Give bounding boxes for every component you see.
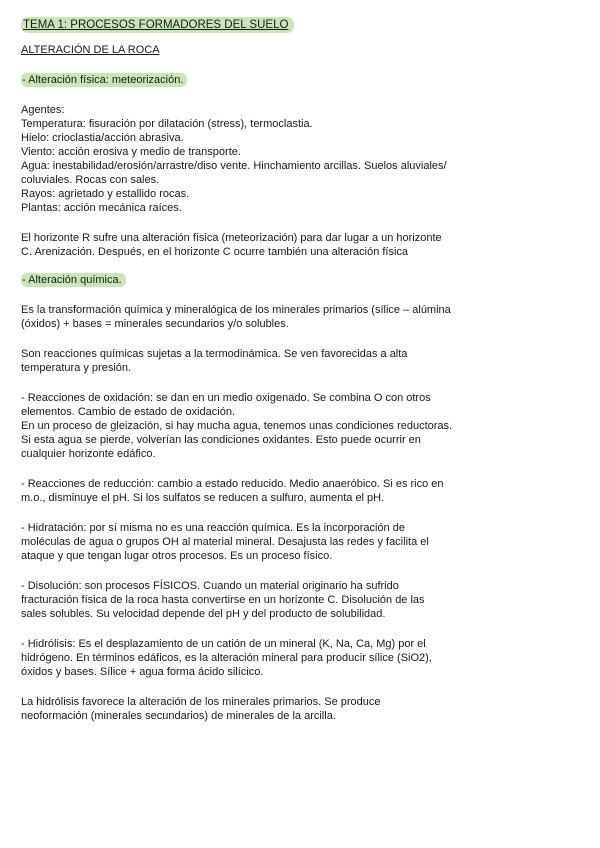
agents-line: Temperatura: fisuración por dilatación (stress), termoclastia. xyxy=(21,118,313,130)
horizon-paragraph xyxy=(21,231,583,259)
paragraph-line: neoformación (minerales secundarios) de minerales de la arcilla. xyxy=(21,710,336,722)
chemical-alteration-heading-text: - Alteración química. xyxy=(21,273,126,287)
paragraph-line: elementos. Cambio de estado de oxidación. xyxy=(21,406,236,418)
paragraph-line: moléculas de agua o grupos OH al material mineral. Desajusta las redes y facilita el xyxy=(21,536,429,548)
paragraph-line: C. Arenización. Después, en el horizonte C ocurre también una alteración física xyxy=(21,246,409,258)
agents-line: Plantas: acción mecánica raíces. xyxy=(21,202,182,214)
paragraph-line: El horizonte R sufre una alteración física (meteorización) para dar lugar a un horizonte xyxy=(21,232,442,244)
hydrolysis-paragraph xyxy=(21,637,583,679)
agents-line: Agua: inestabilidad/erosión/arrastre/diso vente. Hinchamiento arcillas. Suelos aluviales/ xyxy=(21,160,447,172)
paragraph-line: Es la transformación química y mineralógica de los minerales primarios (sílice – alúmina xyxy=(21,304,451,316)
page-title: TEMA 1: PROCESOS FORMADORES DEL SUELO xyxy=(21,17,294,33)
paragraph-line: óxidos y bases. Sílice + agua forma ácido silícico. xyxy=(21,666,264,678)
paragraph-line: fracturación física de la roca hasta convertirse en un horizonte C. Disolución de las xyxy=(21,594,425,606)
agents-line: Rayos: agrietado y estallido rocas. xyxy=(21,188,190,200)
physical-alteration-heading-text: - Alteración física: meteorización. xyxy=(21,73,187,87)
paragraph-line: hidrógeno. En términos edáficos, es la alteración mineral para producir sílice (SiO2), xyxy=(21,652,432,664)
paragraph-line: - Hidrólisis: Es el desplazamiento de un catión de un mineral (K, Na, Ca, Mg) por el xyxy=(21,638,426,650)
agents-paragraph xyxy=(21,103,583,215)
hydrolysis-favors-paragraph xyxy=(21,695,583,723)
paragraph-line: La hidrólisis favorece la alteración de los minerales primarios. Se produce xyxy=(21,696,381,708)
paragraph-line: m.o., disminuye el pH. Si los sulfatos se reducen a sulfuro, aumenta el pH. xyxy=(21,492,385,504)
chemical-alteration-heading xyxy=(21,273,583,287)
paragraph-line: Si esta agua se pierde, volverían las condiciones oxidantes. Esto puede ocurrir en xyxy=(21,434,421,446)
paragraph-line: En un proceso de gleización, si hay mucha agua, tenemos unas condiciones reductoras. xyxy=(21,420,453,432)
document-page xyxy=(21,17,583,723)
paragraph-line: ataque y que tengan lugar otros procesos. Es un proceso físico. xyxy=(21,550,333,562)
agents-line: Hielo: crioclastia/acción abrasiva. xyxy=(21,132,184,144)
physical-alteration-heading xyxy=(21,73,583,87)
hydration-paragraph xyxy=(21,521,583,563)
agents-line: Viento: acción erosiva y medio de transporte. xyxy=(21,146,241,158)
paragraph-line: - Hidratación: por sí misma no es una reacción química. Es la incorporación de xyxy=(21,522,405,534)
paragraph-line: temperatura y presión. xyxy=(21,362,132,374)
paragraph-line: Son reacciones químicas sujetas a la termodinámica. Se ven favorecidas a alta xyxy=(21,348,408,360)
paragraph-line: - Reacciones de reducción: cambio a estado reducido. Medio anaeróbico. Si es rico en xyxy=(21,478,444,490)
paragraph-line: cualquier horizonte edáfico. xyxy=(21,448,156,460)
section-subtitle: ALTERACIÓN DE LA ROCA xyxy=(21,44,160,56)
paragraph-line: - Disolución: son procesos FÍSICOS. Cuando un material originario ha sufrido xyxy=(21,580,399,592)
oxidation-paragraph xyxy=(21,391,583,461)
reactions-paragraph xyxy=(21,347,583,375)
transformation-paragraph xyxy=(21,303,583,331)
agents-label: Agentes: xyxy=(21,104,65,116)
paragraph-line: sales solubles. Su velocidad depende del pH y del producto de solubilidad. xyxy=(21,608,386,620)
paragraph-line: - Reacciones de oxidación: se dan en un medio oxigenado. Se combina O con otros xyxy=(21,392,431,404)
paragraph-line: (óxidos) + bases = minerales secundarios y/o solubles. xyxy=(21,318,289,330)
dissolution-paragraph xyxy=(21,579,583,621)
reduction-paragraph xyxy=(21,477,583,505)
agents-line: coluviales. Rocas con sales. xyxy=(21,174,160,186)
